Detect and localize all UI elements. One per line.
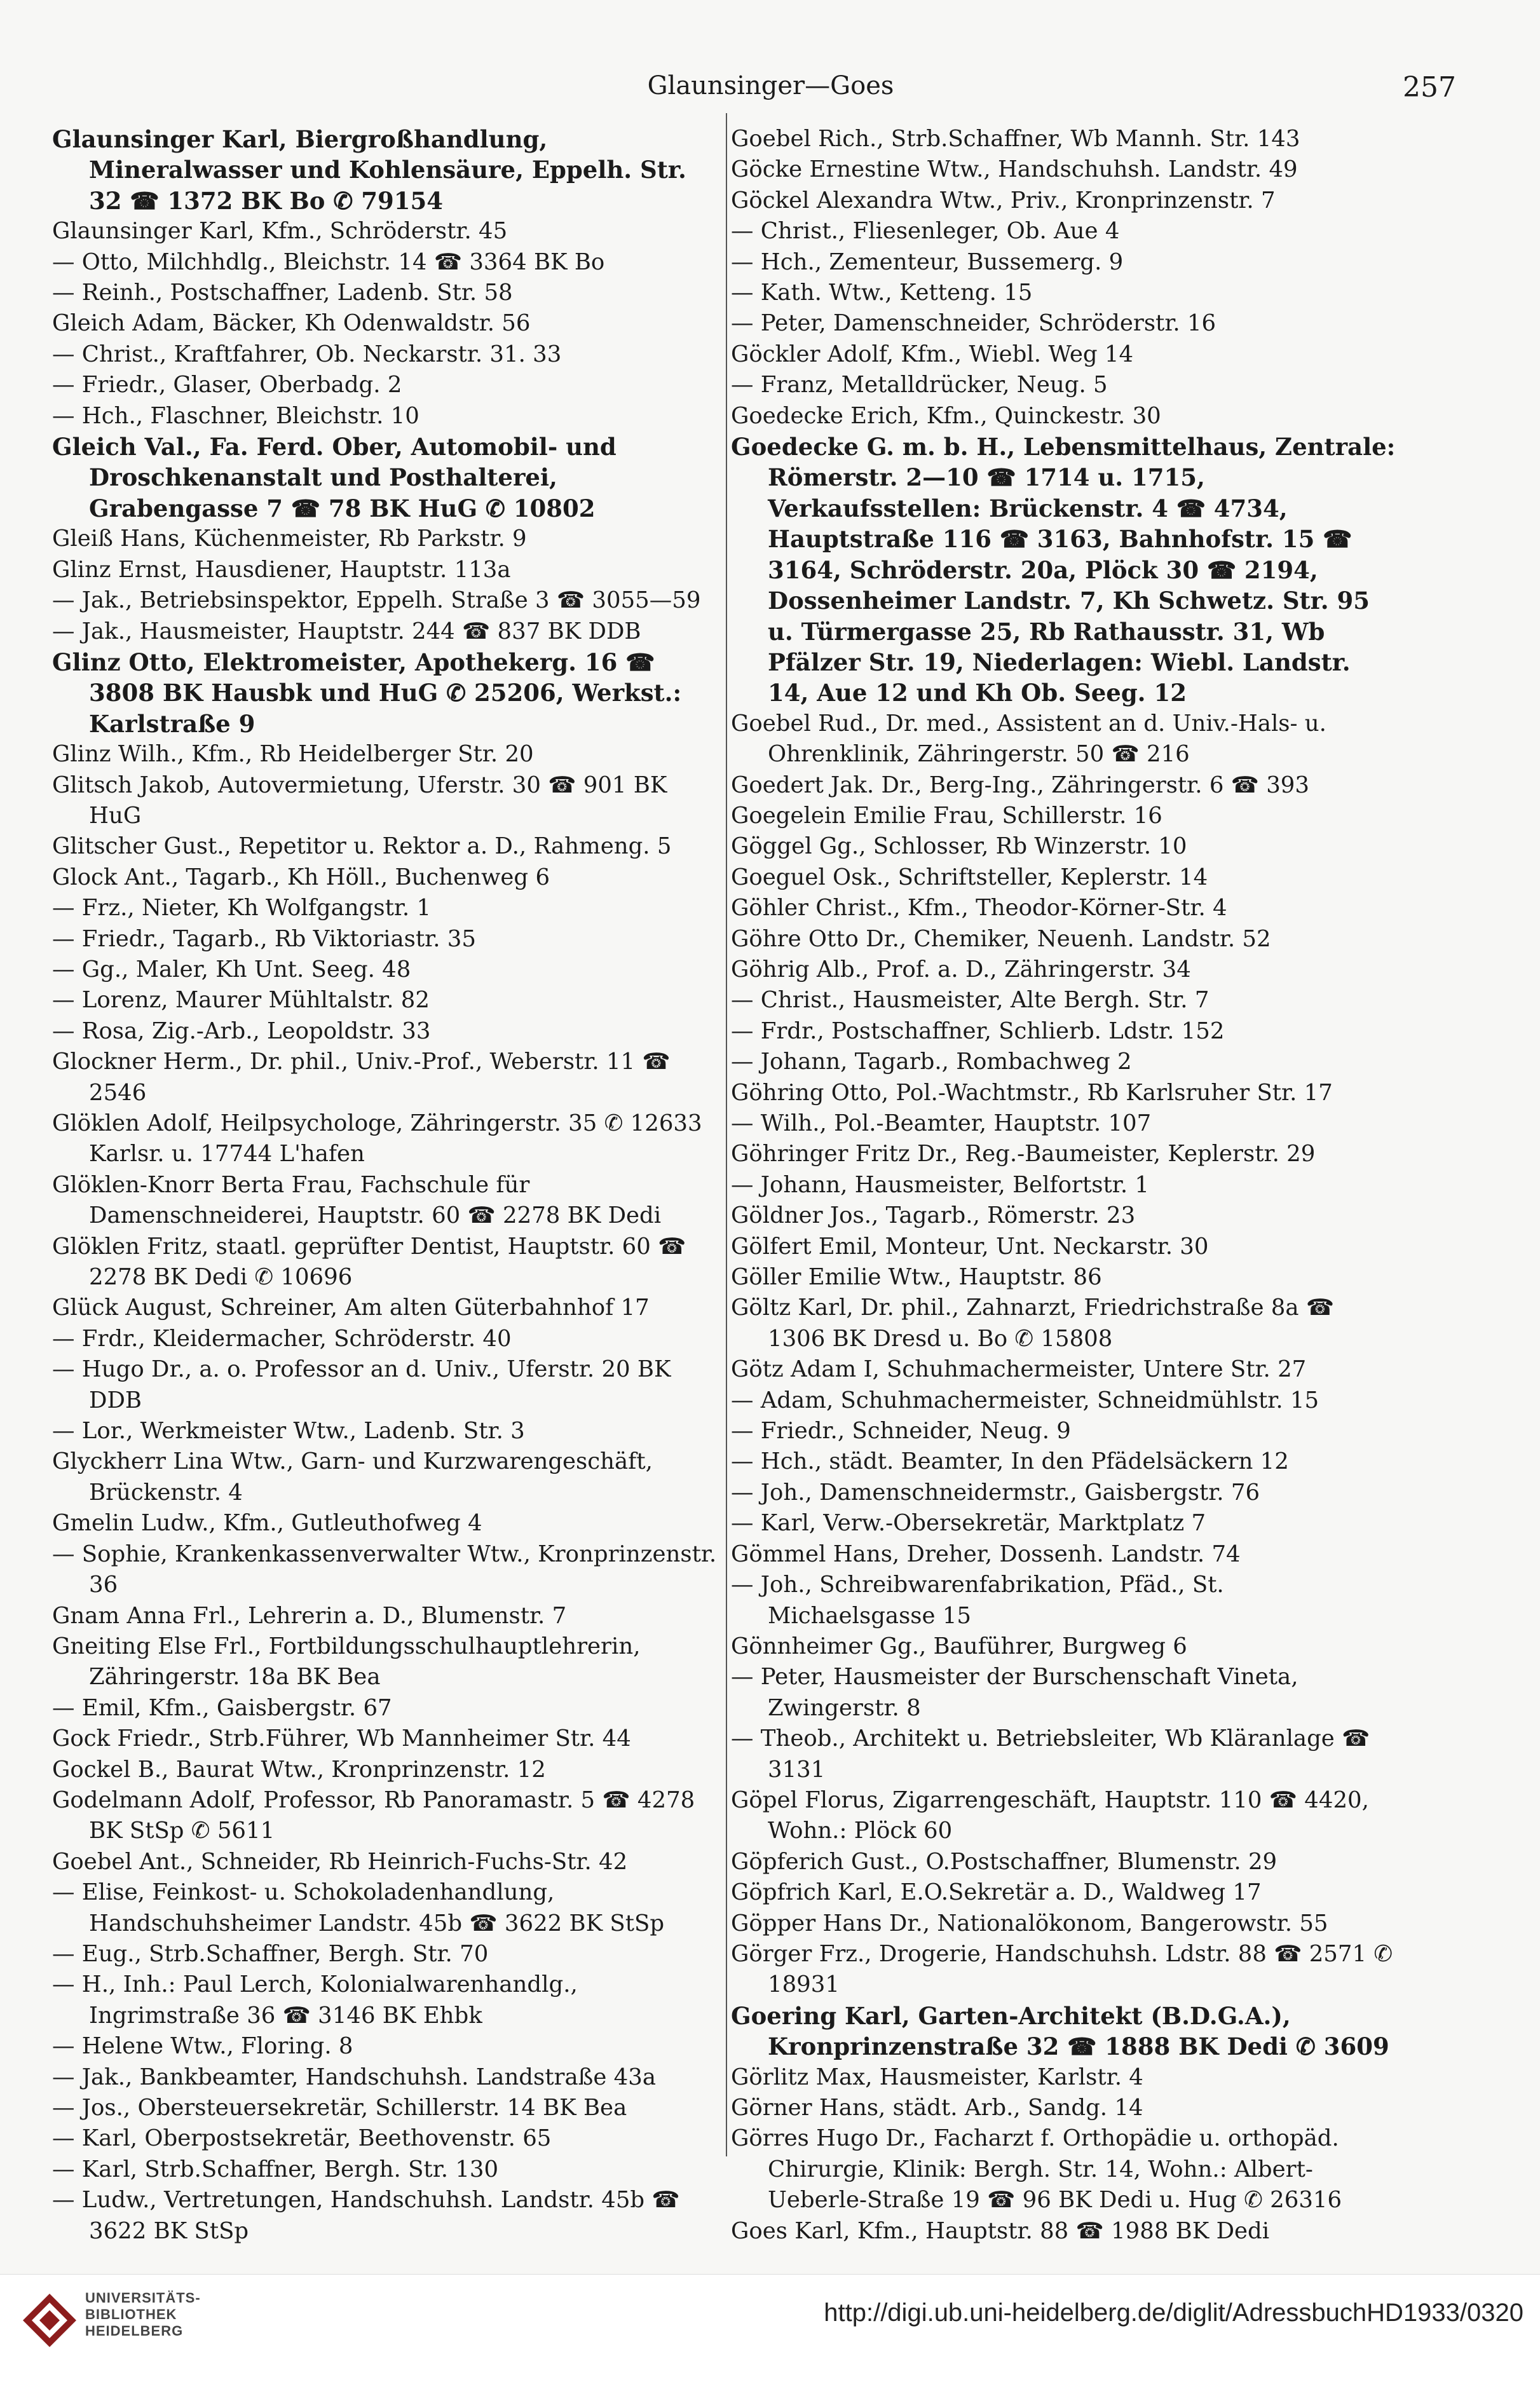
directory-entry: Goebel Rud., Dr. med., Assistent an d. Univ.-Hals- u. Ohrenklinik, Zähringerstr. 50 ☎ 216 (731, 710, 1326, 768)
directory-entry: Glöklen Fritz, staatl. geprüfter Dentist, Hauptstr. 60 ☎ 2278 BK Dedi ✆ 10696 (52, 1233, 686, 1291)
directory-entry: — Lor., Werkmeister Wtw., Ladenb. Str. 3 (52, 1418, 525, 1445)
directory-entry: — Kath. Wtw., Ketteng. 15 (731, 280, 1033, 306)
directory-entry: Göhre Otto Dr., Chemiker, Neuenh. Landstr. 52 (731, 925, 1271, 952)
directory-entry: — Karl, Oberpostsekretär, Beethovenstr. 65 (52, 2125, 552, 2152)
directory-entry: — Franz, Metalldrücker, Neug. 5 (731, 372, 1108, 398)
directory-entry: Gock Friedr., Strb.Führer, Wb Mannheimer Str. 44 (52, 1725, 631, 1752)
directory-entry: Göpper Hans Dr., Nationalökonom, Bangerowstr. 55 (731, 1910, 1328, 1936)
directory-entry: Glock Ant., Tagarb., Kh Höll., Buchenweg 6 (52, 864, 550, 890)
library-name-line: HEIDELBERG (85, 2323, 184, 2339)
directory-entry: Glinz Wilh., Kfm., Rb Heidelberger Str. 20 (52, 741, 534, 768)
directory-entry: — Johann, Hausmeister, Belfortstr. 1 (731, 1171, 1149, 1198)
directory-entry: Gneiting Else Frl., Fortbildungsschulhauptlehrerin, Zähringerstr. 18a BK Bea (52, 1633, 641, 1691)
directory-entry: Glöklen Adolf, Heilpsychologe, Zähringerstr. 35 ✆ 12633 Karlsr. u. 17744 L'hafen (52, 1110, 702, 1167)
directory-entry: Goedert Jak. Dr., Berg-Ing., Zähringerstr. 6 ☎ 393 (731, 772, 1309, 798)
directory-entry: Goering Karl, Garten-Architekt (B.D.G.A.), Kronprinzenstraße 32 ☎ 1888 BK Dedi ✆ 3609 (731, 2001, 1389, 2061)
directory-entry: Glyckherr Lina Wtw., Garn- und Kurzwarengeschäft, Brückenstr. 4 (52, 1448, 653, 1506)
library-name (85, 2290, 201, 2339)
directory-entry: — Peter, Hausmeister der Burschenschaft Vineta, Zwingerstr. 8 (731, 1664, 1298, 1721)
directory-entry: — Joh., Damenschneidermstr., Gaisbergstr. 76 (731, 1479, 1260, 1506)
directory-entry: Gleich Adam, Bäcker, Kh Odenwaldstr. 56 (52, 310, 531, 337)
directory-entry: Görlitz Max, Hausmeister, Karlstr. 4 (731, 2064, 1143, 2090)
directory-entry: Götz Adam I, Schuhmachermeister, Untere Str. 27 (731, 1356, 1307, 1383)
directory-entry: — Hch., Zementeur, Bussemerg. 9 (731, 248, 1124, 275)
directory-entry: — Sophie, Krankenkassenverwalter Wtw., Kronprinzenstr. 36 (52, 1541, 717, 1598)
directory-entry: Glaunsinger Karl, Kfm., Schröderstr. 45 (52, 218, 508, 245)
directory-entry: Gnam Anna Frl., Lehrerin a. D., Blumenstr. 7 (52, 1602, 567, 1629)
directory-entry: — Gg., Maler, Kh Unt. Seeg. 48 (52, 956, 411, 983)
directory-entry: Göller Emilie Wtw., Hauptstr. 86 (731, 1264, 1102, 1291)
directory-entry: Göpferich Gust., O.Postschaffner, Blumenstr. 29 (731, 1848, 1278, 1875)
directory-entry: Goebel Ant., Schneider, Rb Heinrich-Fuchs-Str. 42 (52, 1848, 628, 1875)
directory-entry: Göpel Florus, Zigarrengeschäft, Hauptstr. 110 ☎ 4420, Wohn.: Plöck 60 (731, 1787, 1369, 1844)
directory-entry: — Joh., Schreibwarenfabrikation, Pfäd., St. Michaelsgasse 15 (731, 1572, 1224, 1629)
directory-entry: — Theob., Architekt u. Betriebsleiter, Wb Kläranlage ☎ 3131 (731, 1725, 1370, 1783)
directory-entry: Göckler Adolf, Kfm., Wiebl. Weg 14 (731, 341, 1134, 367)
directory-entry: Glöklen-Knorr Berta Frau, Fachschule für Damenschneiderei, Hauptstr. 60 ☎ 2278 BK Dedi (52, 1171, 662, 1229)
directory-entry: — Frdr., Postschaffner, Schlierb. Ldstr. 152 (731, 1018, 1225, 1044)
directory-entry: — Christ., Hausmeister, Alte Bergh. Str. 7 (731, 987, 1210, 1014)
directory-entry: — Jak., Hausmeister, Hauptstr. 244 ☎ 837 BK DDB (52, 618, 641, 644)
library-logo-icon (18, 2289, 81, 2352)
column-title: Glaunsinger—Goes (647, 71, 894, 100)
directory-entry: Goegelein Emilie Frau, Schillerstr. 16 (731, 802, 1162, 829)
page-header (52, 71, 1489, 109)
directory-entry: — Rosa, Zig.-Arb., Leopoldstr. 33 (52, 1018, 431, 1044)
directory-entry: — Christ., Kraftfahrer, Ob. Neckarstr. 31. 33 (52, 341, 562, 367)
directory-entry: Glück August, Schreiner, Am alten Güterbahnhof 17 (52, 1295, 650, 1321)
directory-entry: — Jak., Bankbeamter, Handschuhsh. Landstraße 43a (52, 2064, 656, 2090)
directory-entry: Glinz Ernst, Hausdiener, Hauptstr. 113a (52, 556, 511, 583)
directory-entry: Görger Frz., Drogerie, Handschuhsh. Ldstr. 88 ☎ 2571 ✆ 18931 (731, 1940, 1393, 1998)
directory-entry: — Christ., Fliesenleger, Ob. Aue 4 (731, 218, 1120, 245)
directory-entry: — Hch., Flaschner, Bleichstr. 10 (52, 402, 419, 429)
directory-entry: Goedecke G. m. b. H., Lebensmittelhaus, Zentrale: Römerstr. 2—10 ☎ 1714 u. 1715, Verkaufsstellen: Brückenstr. 4 ☎ 4734, Hauptstraße 116 ☎ 3163, Bahnhofstr. 15 ☎ 3164, Schröderstr. 20a, Plöck 30 ☎ 2194, Dossenheimer Landstr. 7, Kh Schwetz. Str. 95 u. Türmergasse 25, Rb Rathausstr. 31, Wb Pfälzer Str. 19, Niederlagen: Wiebl. Landstr. 14, Aue 12 und Kh Ob. Seeg. 12 (731, 433, 1396, 707)
directory-entry: — Elise, Feinkost- u. Schokoladenhandlung, Handschuhsheimer Landstr. 45b ☎ 3622 BK StSp (52, 1879, 665, 1936)
directory-entry: Gölfert Emil, Monteur, Unt. Neckarstr. 30 (731, 1233, 1209, 1260)
directory-entry: Göpfrich Karl, E.O.Sekretär a. D., Waldweg 17 (731, 1879, 1262, 1906)
directory-entry: — Johann, Tagarb., Rombachweg 2 (731, 1049, 1132, 1075)
directory-entry: Göhler Christ., Kfm., Theodor-Körner-Str. 4 (731, 895, 1227, 922)
directory-entry: — Otto, Milchhdlg., Bleichstr. 14 ☎ 3364 BK Bo (52, 248, 605, 275)
directory-entry: — Jak., Betriebsinspektor, Eppelh. Straße 3 ☎ 3055—59 (52, 587, 701, 614)
directory-entry: Glaunsinger Karl, Biergroßhandlung, Mineralwasser und Kohlensäure, Eppelh. Str. 32 ☎ 1372 BK Bo ✆ 79154 (52, 125, 686, 215)
directory-entry: Gönnheimer Gg., Bauführer, Burgweg 6 (731, 1633, 1187, 1659)
directory-entry: Göhringer Fritz Dr., Reg.-Baumeister, Keplerstr. 29 (731, 1141, 1316, 1167)
directory-entry: — Karl, Strb.Schaffner, Bergh. Str. 130 (52, 2156, 499, 2182)
directory-entry: Göldner Jos., Tagarb., Römerstr. 23 (731, 1202, 1136, 1229)
right-column (731, 124, 1398, 2247)
directory-entry: — Emil, Kfm., Gaisbergstr. 67 (52, 1694, 392, 1721)
directory-entry: Göckel Alexandra Wtw., Priv., Kronprinzenstr. 7 (731, 187, 1276, 214)
directory-entry: — Jos., Obersteuersekretär, Schillerstr. 14 BK Bea (52, 2095, 627, 2121)
library-name-line: BIBLIOTHEK (85, 2306, 177, 2322)
directory-entry: Goes Karl, Kfm., Hauptstr. 88 ☎ 1988 BK Dedi (731, 2217, 1270, 2244)
directory-entry: — Frz., Nieter, Kh Wolfgangstr. 1 (52, 895, 432, 922)
directory-entry: Glitscher Gust., Repetitor u. Rektor a. D., Rahmeng. 5 (52, 833, 672, 860)
directory-entry: Göhring Otto, Pol.-Wachtmstr., Rb Karlsruher Str. 17 (731, 1079, 1333, 1106)
page-number: 257 (1403, 71, 1456, 104)
directory-entry: Göltz Karl, Dr. phil., Zahnarzt, Friedrichstraße 8a ☎ 1306 BK Dresd u. Bo ✆ 15808 (731, 1295, 1335, 1352)
directory-entry: — Karl, Verw.-Obersekretär, Marktplatz 7 (731, 1510, 1206, 1537)
directory-entry: Görres Hugo Dr., Facharzt f. Orthopädie u. orthopäd. Chirurgie, Klinik: Bergh. Str. 14, Wohn.: Albert-Ueberle-Straße 19 ☎ 96 BK Dedi u. Hug ✆ 26316 (731, 2125, 1342, 2214)
directory-entry: — Helene Wtw., Floring. 8 (52, 2033, 353, 2060)
directory-entry: Glinz Otto, Elektromeister, Apothekerg. 16 ☎ 3808 BK Hausbk und HuG ✆ 25206, Werkst.: Karlstraße 9 (52, 648, 682, 738)
directory-entry: — Lorenz, Maurer Mühltalstr. 82 (52, 987, 430, 1014)
library-name-line: UNIVERSITÄTS- (85, 2290, 201, 2306)
directory-entry: Gömmel Hans, Dreher, Dossenh. Landstr. 74 (731, 1541, 1241, 1567)
left-column (52, 124, 719, 2247)
directory-entry: — Hch., städt. Beamter, In den Pfädelsäckern 12 (731, 1448, 1289, 1475)
directory-entry: — Hugo Dr., a. o. Professor an d. Univ., Uferstr. 20 BK DDB (52, 1356, 671, 1413)
directory-entry: Gleiß Hans, Küchenmeister, Rb Parkstr. 9 (52, 526, 527, 552)
directory-entry: Glockner Herm., Dr. phil., Univ.-Prof., Weberstr. 11 ☎ 2546 (52, 1049, 671, 1106)
directory-entry: — Friedr., Schneider, Neug. 9 (731, 1418, 1071, 1445)
directory-entry: Gmelin Ludw., Kfm., Gutleuthofweg 4 (52, 1510, 482, 1537)
directory-entry: Goedecke Erich, Kfm., Quinckestr. 30 (731, 402, 1161, 429)
directory-entry: — Peter, Damenschneider, Schröderstr. 16 (731, 310, 1216, 337)
directory-entry: — Adam, Schuhmachermeister, Schneidmühlstr. 15 (731, 1387, 1319, 1413)
directory-entry: Görner Hans, städt. Arb., Sandg. 14 (731, 2095, 1143, 2121)
directory-entry: — Reinh., Postschaffner, Ladenb. Str. 58 (52, 280, 513, 306)
column-divider (726, 113, 727, 2156)
directory-entry: Göhrig Alb., Prof. a. D., Zähringerstr. 34 (731, 956, 1191, 983)
directory-entry: Gleich Val., Fa. Ferd. Ober, Automobil- und Droschkenanstalt und Posthalterei, Grabengasse 7 ☎ 78 BK HuG ✆ 10802 (52, 433, 617, 522)
footer-bar (0, 2274, 1540, 2389)
directory-entry: Goebel Rich., Strb.Schaffner, Wb Mannh. Str. 143 (731, 126, 1300, 152)
directory-entry: — H., Inh.: Paul Lerch, Kolonialwarenhandlg., Ingrimstraße 36 ☎ 3146 BK Ehbk (52, 1971, 578, 2029)
directory-entry: — Frdr., Kleidermacher, Schröderstr. 40 (52, 1325, 512, 1352)
directory-entry: — Friedr., Glaser, Oberbadg. 2 (52, 372, 402, 398)
source-url-link[interactable]: http://digi.ub.uni-heidelberg.de/diglit/AdressbuchHD1933/0320 (824, 2299, 1523, 2327)
directory-entry: Göggel Gg., Schlosser, Rb Winzerstr. 10 (731, 833, 1187, 860)
directory-entry: Göcke Ernestine Wtw., Handschuhsh. Landstr. 49 (731, 156, 1298, 183)
directory-entry: — Ludw., Vertretungen, Handschuhsh. Landstr. 45b ☎ 3622 BK StSp (52, 2187, 680, 2244)
directory-entry: Goeguel Osk., Schriftsteller, Keplerstr. 14 (731, 864, 1208, 890)
directory-entry: — Friedr., Tagarb., Rb Viktoriastr. 35 (52, 925, 476, 952)
directory-entry: Godelmann Adolf, Professor, Rb Panoramastr. 5 ☎ 4278 BK StSp ✆ 5611 (52, 1787, 695, 1844)
directory-entry: — Eug., Strb.Schaffner, Bergh. Str. 70 (52, 1940, 489, 1967)
directory-entry: Glitsch Jakob, Autovermietung, Uferstr. 30 ☎ 901 BK HuG (52, 772, 667, 829)
directory-entry: — Wilh., Pol.-Beamter, Hauptstr. 107 (731, 1110, 1152, 1136)
directory-entry: Gockel B., Baurat Wtw., Kronprinzenstr. 12 (52, 1756, 546, 1783)
